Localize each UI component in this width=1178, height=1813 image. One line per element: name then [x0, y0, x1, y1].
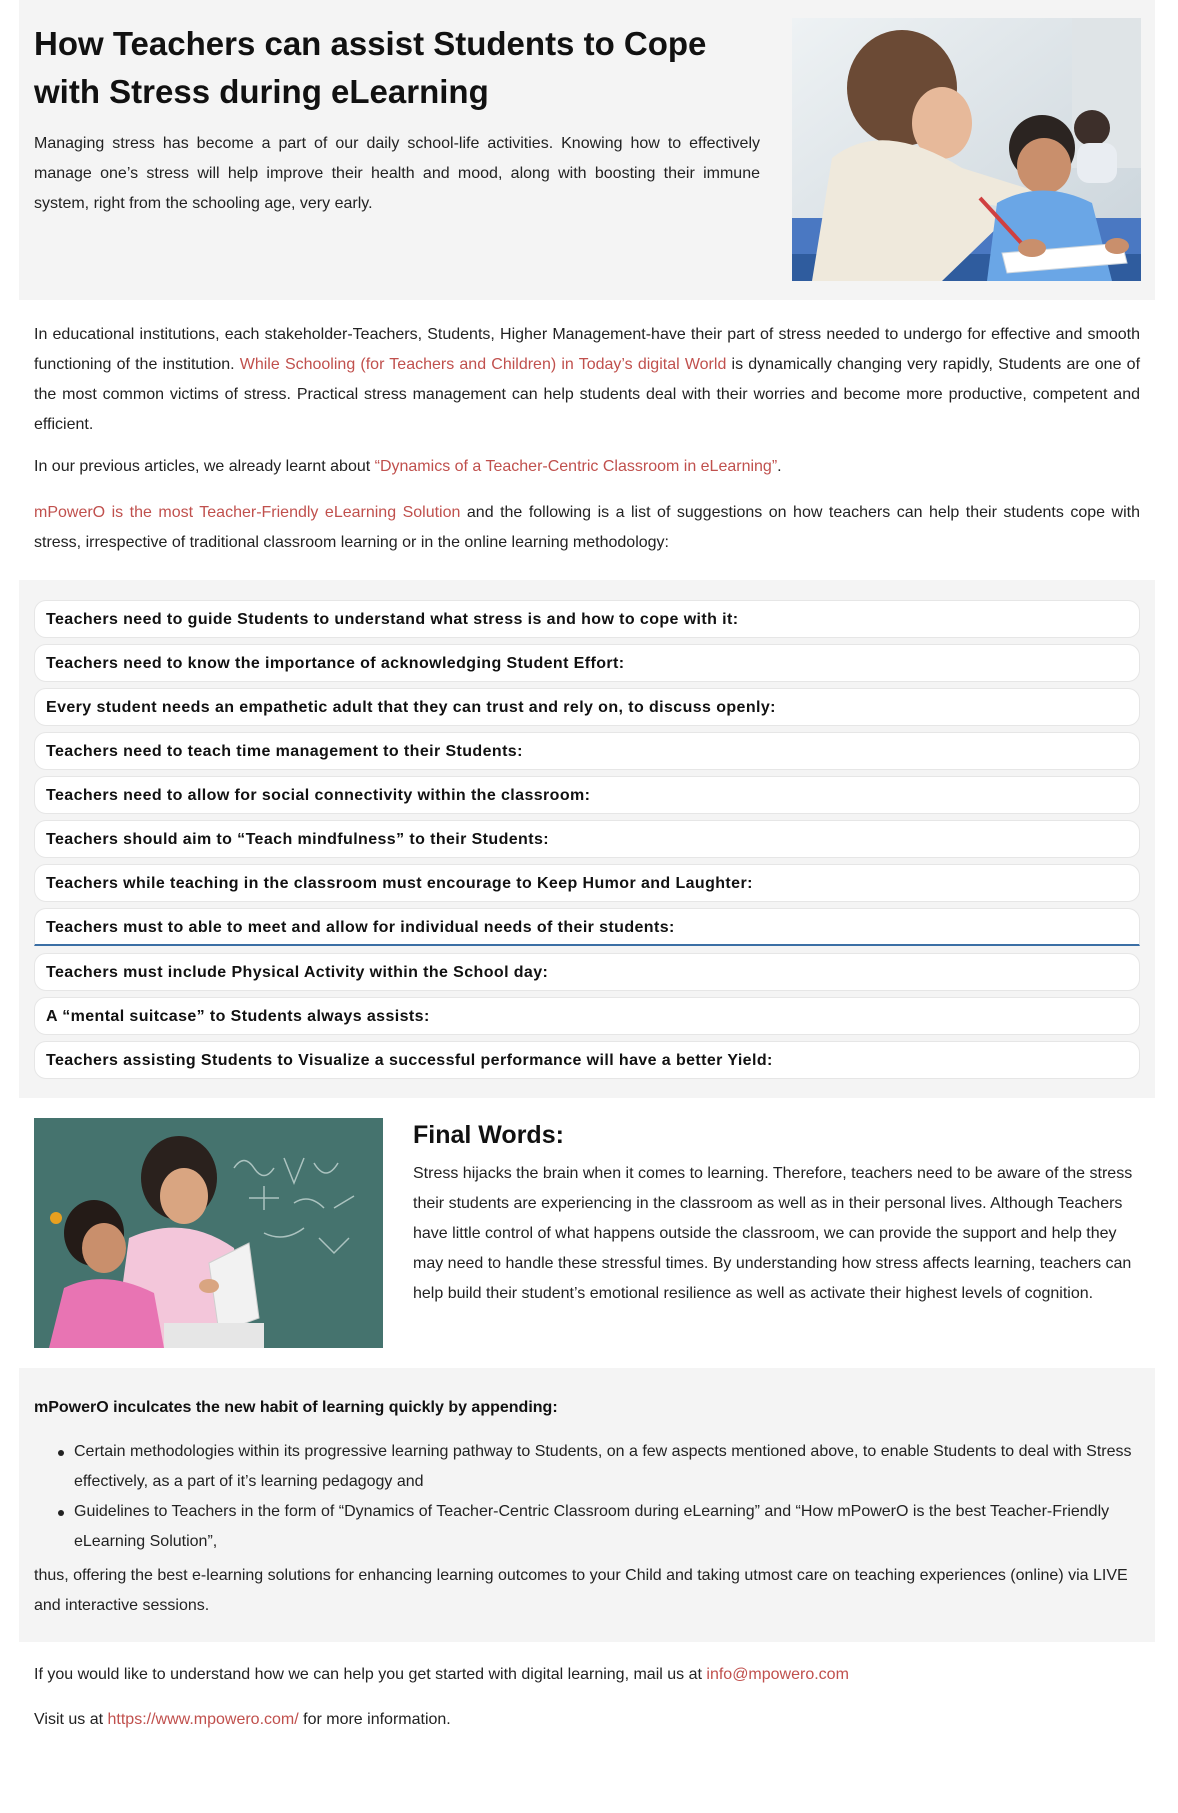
teacher-student-laptop-image: [34, 1118, 383, 1348]
mail-line: [34, 1660, 1140, 1690]
teacher-friendly-solution-link[interactable]: mPowerO is the most Teacher-Friendly eLearning Solution: [34, 504, 461, 521]
visit-text: for more information.: [298, 1711, 451, 1728]
visit-text: Visit us at: [34, 1711, 108, 1728]
intro-paragraph-2: [34, 452, 1140, 482]
email-link[interactable]: info@mpowero.com: [706, 1666, 849, 1683]
accordion-item[interactable]: Teachers while teaching in the classroom must encourage to Keep Humor and Laughter:: [34, 864, 1140, 902]
intro-paragraph-3: [34, 498, 1140, 558]
dynamics-teacher-centric-link[interactable]: “Dynamics of a Teacher-Centric Classroom in eLearning”: [374, 458, 778, 475]
accordion-item[interactable]: Teachers should aim to “Teach mindfulness” to their Students:: [34, 820, 1140, 858]
schooling-digital-world-link[interactable]: While Schooling (for Teachers and Children) in Today’s digital World: [239, 356, 727, 373]
bullet-icon: [58, 1510, 64, 1516]
suggestions-accordion: [19, 580, 1155, 1098]
bullet-icon: [58, 1450, 64, 1456]
final-words-heading: Final Words:: [413, 1121, 564, 1149]
hero-section: [19, 0, 1155, 300]
intro-text: In our previous articles, we already learnt about: [34, 458, 375, 475]
accordion-item[interactable]: Teachers need to know the importance of acknowledging Student Effort:: [34, 644, 1140, 682]
list-item: [34, 1497, 1140, 1557]
accordion-item[interactable]: Teachers need to allow for social connectivity within the classroom:: [34, 776, 1140, 814]
accordion-item[interactable]: Teachers assisting Students to Visualize a successful performance will have a better Yield:: [34, 1041, 1140, 1079]
mpowero-summary-box: [19, 1368, 1155, 1642]
intro-text: .: [777, 458, 782, 475]
intro-text: In educational institutions, each stakeholder-Teachers, Students, Higher Management-have their part of stress needed to undergo for effective and smooth functioning of the institution.: [34, 326, 1140, 373]
accordion-item[interactable]: Teachers must include Physical Activity within the School day:: [34, 953, 1140, 991]
summary-list: [34, 1437, 1140, 1557]
intro-paragraph-1: [34, 320, 1140, 440]
accordion-item[interactable]: Every student needs an empathetic adult that they can trust and rely on, to discuss openly:: [34, 688, 1140, 726]
list-item: [34, 1437, 1140, 1497]
accordion-item[interactable]: A “mental suitcase” to Students always assists:: [34, 997, 1140, 1035]
final-words-section: [19, 1098, 1155, 1368]
page-title: How Teachers can assist Students to Cope with Stress during eLearning: [34, 25, 707, 110]
summary-heading: mPowerO inculcates the new habit of learning quickly by appending:: [34, 1399, 558, 1416]
accordion-item[interactable]: Teachers need to teach time management to their Students:: [34, 732, 1140, 770]
list-item-text: Guidelines to Teachers in the form of “Dynamics of Teacher-Centric Classroom during eLearning” and “How mPowerO is the best Teacher-Friendly eLearning Solution”,: [74, 1503, 1110, 1550]
mail-text: If you would like to understand how we can help you get started with digital learning, mail us at: [34, 1666, 707, 1683]
list-item-text: Certain methodologies within its progressive learning pathway to Students, on a few aspects mentioned above, to enable Students to deal with Stress effectively, as a part of it’s learning pedagogy and: [74, 1443, 1132, 1490]
accordion-item-active[interactable]: Teachers must to able to meet and allow for individual needs of their students:: [34, 908, 1140, 946]
intro-text: and the following is a list of suggestions on how teachers can help their students cope with stress, irrespective of traditional classroom learning or in the online learning methodology:: [34, 504, 1141, 551]
visit-line: [34, 1705, 1140, 1735]
accordion-item[interactable]: Teachers need to guide Students to understand what stress is and how to cope with it:: [34, 600, 1140, 638]
summary-footer: thus, offering the best e-learning solutions for enhancing learning outcomes to your Child and taking utmost care on teaching experiences (online) via LIVE and interactive sessions.: [34, 1567, 1128, 1614]
final-words-body: Stress hijacks the brain when it comes to learning. Therefore, teachers need to be aware of the stress their students are experiencing in the classroom as well as in their personal lives. Although Teachers have little control of what happens outside the classroom, we can provide the support and help they may need to handle these stressful times. By understanding how stress affects learning, teachers can help build their student’s emotional resilience as well as activate their highest levels of cognition.: [413, 1165, 1133, 1302]
teacher-helping-student-image: [792, 18, 1141, 281]
intro-text: is dynamically changing very rapidly, Students are one of the most common victims of stress. Practical stress management can help students deal with their worries and become more productive, competent and efficient.: [34, 356, 1141, 433]
hero-lead: Managing stress has become a part of our daily school-life activities. Knowing how to effectively manage one’s stress will help improve their health and mood, along with boosting their immune system, right from the schooling age, very early.: [34, 135, 760, 212]
website-link[interactable]: https://www.mpowero.com/: [107, 1711, 299, 1728]
